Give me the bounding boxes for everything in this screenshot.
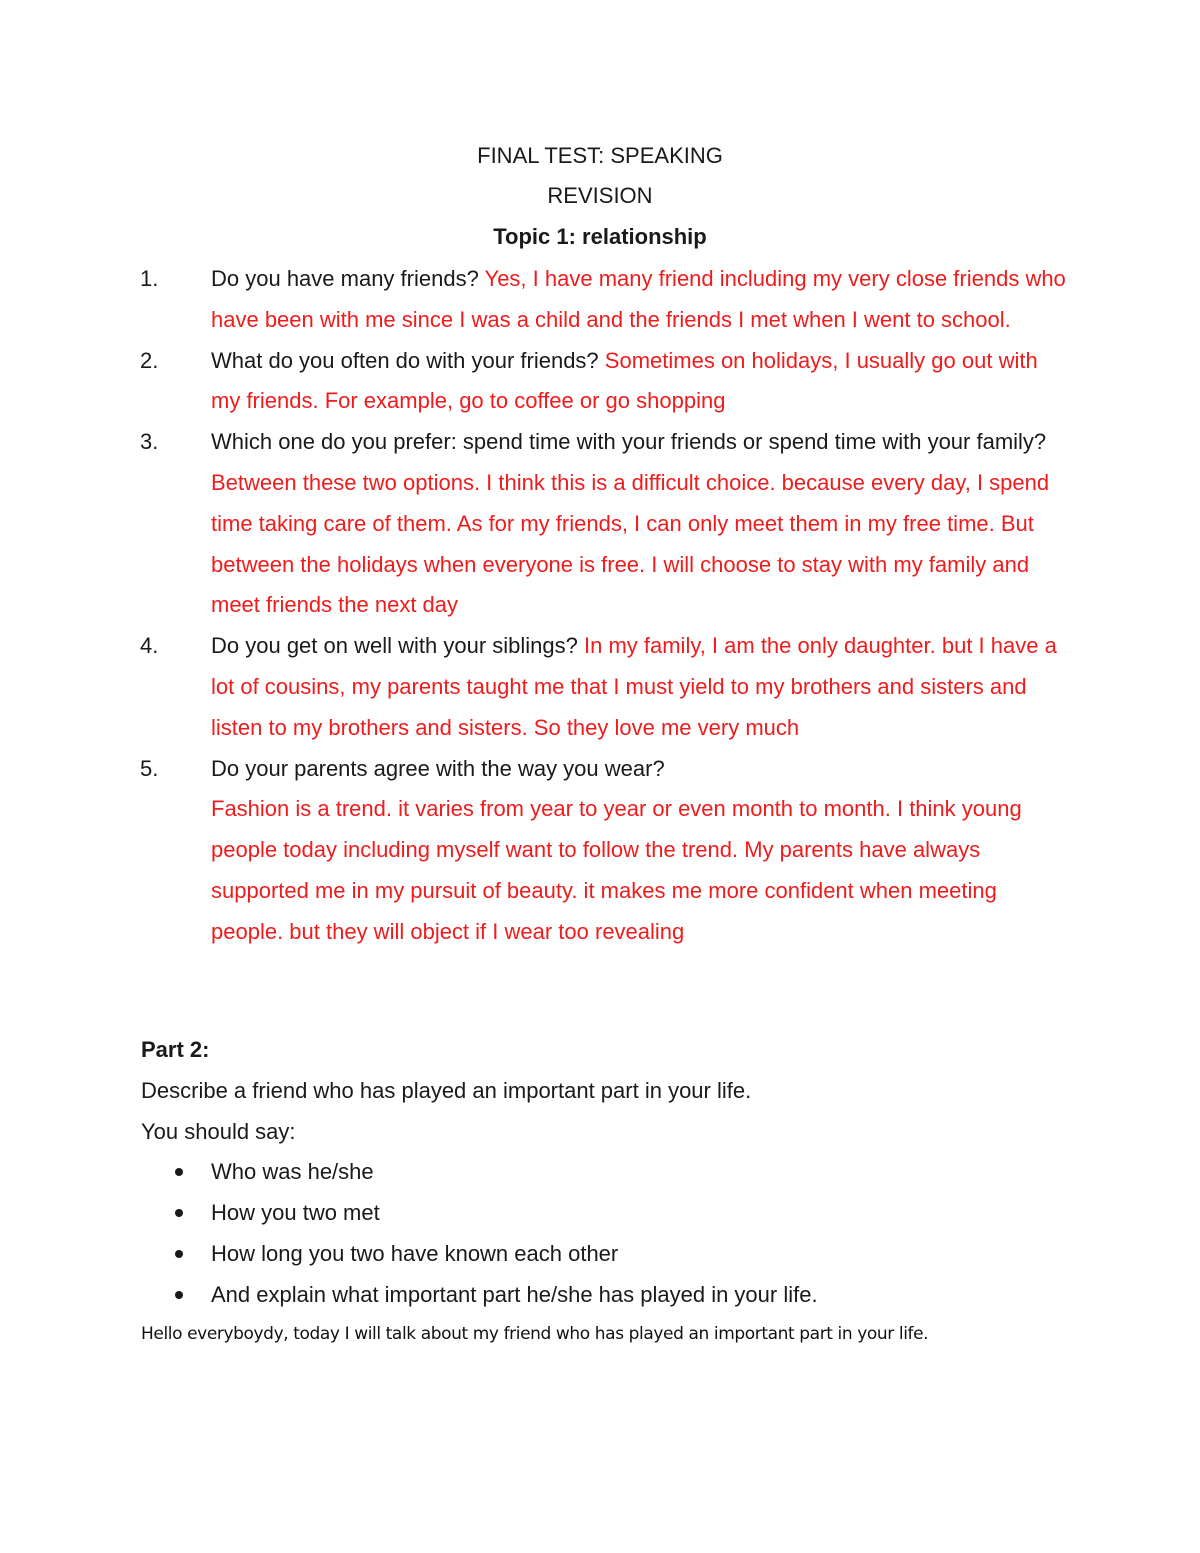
question-number: 4. — [140, 633, 159, 659]
answer-text: In my family, I am the only daughter. but I have a lot of cousins, my parents taught me that I must yield to my brothers and sisters and listen to my brothers and sisters. So they love me very much — [211, 633, 1057, 740]
bullet-item — [141, 1152, 1071, 1193]
question-number: 1. — [140, 266, 159, 291]
bullet-text: How you two met — [211, 1200, 380, 1226]
question-text: Do you get on well with your siblings? — [211, 633, 578, 659]
answer-text: Fashion is a trend. it varies from year to year or even month to month. I think young people today including myself want to follow the trend. My parents have always supported me in my pursuit of beauty. it makes me more confident when meeting people. but they will object if I wear too revealing — [211, 796, 1022, 944]
bullet-item — [141, 1193, 1071, 1234]
question-number: 5. — [140, 755, 159, 781]
bullet-item — [141, 1275, 1071, 1316]
question-item — [140, 749, 1070, 953]
question-number: 2. — [140, 347, 159, 373]
question-item — [140, 422, 1070, 626]
question-text: Do you have many friends? — [211, 266, 479, 291]
bullet-icon — [175, 1250, 183, 1258]
topic-heading: Topic 1: relationship — [493, 224, 707, 249]
answer-text: Sometimes on holidays, I usually go out with my friends. For example, go to coffee or go shopping — [211, 347, 1038, 414]
question-text: Which one do you prefer: spend time with your friends or spend time with your family? — [211, 429, 1047, 455]
part2-title: Part 2: — [141, 1037, 210, 1062]
bullet-text: How long you two have known each other — [211, 1240, 619, 1266]
document-title: FINAL TEST: SPEAKING — [477, 143, 723, 168]
part2-section — [141, 1030, 1071, 1316]
question-text: Do your parents agree with the way you wear? — [211, 755, 665, 781]
part2-prompt: Describe a friend who has played an important part in your life. — [141, 1077, 752, 1103]
question-list — [140, 259, 1070, 953]
should-say-label: You should say: — [141, 1118, 296, 1144]
answer-text: Between these two options. I think this is a difficult choice. because every day, I spend time taking care of them. As for my friends, I can only meet them in my free time. But between the holidays when everyone is free. I will choose to stay with my family and meet friends the next day — [211, 469, 1050, 618]
bullet-text: And explain what important part he/she has played in your life. — [211, 1281, 818, 1307]
question-item — [140, 341, 1070, 423]
document-subtitle: REVISION — [547, 183, 653, 208]
bullet-item — [141, 1234, 1071, 1275]
question-item — [140, 259, 1070, 341]
bullet-icon — [175, 1209, 183, 1217]
bullet-text: Who was he/she — [211, 1159, 374, 1185]
bullet-icon — [175, 1168, 183, 1176]
question-text: What do you often do with your friends? — [211, 347, 599, 373]
cue-card-bullets — [141, 1152, 1071, 1315]
part2-answer-intro: Hello everyboydy, today I will talk about my friend who has played an important part in your life. — [141, 1324, 929, 1344]
bullet-icon — [175, 1291, 183, 1299]
question-number: 3. — [140, 429, 159, 455]
question-item — [140, 626, 1070, 748]
answer-text: Yes, I have many friend including my very close friends who have been with me since I was a child and the friends I met when I went to school. — [211, 266, 1066, 332]
